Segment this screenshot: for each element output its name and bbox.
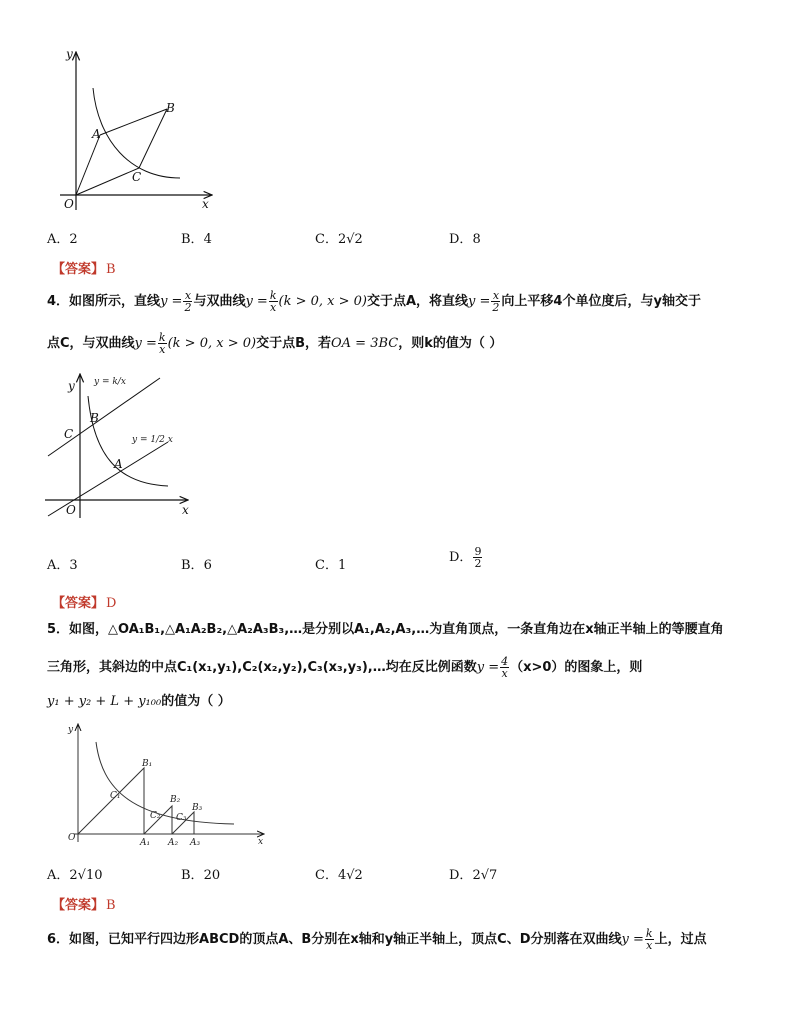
q3-figure: [40, 40, 240, 220]
hyperbola-curve: [96, 742, 234, 824]
point-A-label: A: [92, 127, 101, 141]
label-A3: A₃: [190, 838, 201, 848]
q3-choice-a[interactable]: A．2: [47, 232, 78, 247]
label-B3: B₃: [192, 803, 203, 813]
q3-choice-d[interactable]: D．8: [449, 232, 481, 247]
point-B-label: B: [166, 101, 175, 115]
q4-stem-line2: 点C，与双曲线y = $\frac{k}{x}$ (k > 0, x > 0)交于点B，若OA = 3BC，则k的值为（ ）: [47, 331, 503, 356]
q4-choices: [47, 545, 747, 574]
label-C2: C₂: [150, 811, 161, 821]
q5-choice-d[interactable]: D．2√7: [449, 868, 498, 883]
q3-answer: 【答案】 B: [52, 262, 116, 277]
q5-choices: [47, 864, 747, 884]
q4-choice-c[interactable]: C．1: [315, 558, 347, 573]
label-C1: C₁: [110, 791, 121, 801]
q4-figure: [40, 368, 200, 518]
line-label: y = 1/2 x: [132, 435, 173, 445]
label-C3: C₃: [176, 813, 187, 823]
y-axis-label: y: [68, 379, 75, 393]
q5-choice-b[interactable]: B．20: [181, 868, 221, 883]
q5-figure-svg: [60, 718, 280, 850]
q4-stem-line1: 4．如图所示，直线y = $\frac{x}{2}$ 与双曲线y = $\frac{k}{x}$ (k > 0, x > 0)交于点A，将直线y = $\frac{x}{2}$ 向上平移4个单位度后，与y轴交于: [47, 289, 701, 314]
x-axis-label: x: [202, 197, 209, 211]
q3-choice-c[interactable]: C．2√2: [315, 232, 363, 247]
q5-choice-c[interactable]: C．4√2: [315, 868, 363, 883]
q4-figure-svg: [40, 368, 200, 518]
point-B-label: B: [90, 411, 99, 425]
triangle-1: [78, 768, 144, 834]
y-axis-label: y: [66, 47, 73, 61]
q5-figure: [60, 718, 280, 850]
point-C-label: C: [132, 170, 142, 184]
q5-stem-line1: 5．如图，△OA₁B₁,△A₁A₂B₂,△A₂A₃B₃,…是分别以A₁,A₂,A₃,…为直角顶点，一条直角边在x轴正半轴上的等腰直角: [47, 622, 724, 637]
q4-choice-a[interactable]: A．3: [47, 558, 78, 573]
curve-label: y = k/x: [94, 377, 126, 387]
point-A-label: A: [114, 457, 123, 471]
q5-choice-a[interactable]: A．2√10: [47, 868, 103, 883]
label-A2: A₂: [168, 838, 179, 848]
q3-figure-svg: [40, 40, 240, 220]
q5-stem-line2: 三角形，其斜边的中点C₁(x₁,y₁),C₂(x₂,y₂),C₃(x₃,y₃),…均在反比例函数y = $\frac{4}{x}$ （x>0）的图象上，则: [47, 655, 643, 680]
y-axis-label: y: [68, 725, 74, 735]
q3-choices: [47, 228, 747, 248]
origin-label: O: [68, 833, 76, 843]
origin-label: O: [66, 503, 76, 517]
label-B2: B₂: [170, 795, 181, 805]
q4-choice-d[interactable]: D． $\frac{9}{2}$: [449, 545, 482, 570]
q4-answer: 【答案】 D: [52, 596, 117, 611]
q3-choice-b[interactable]: B．4: [181, 232, 212, 247]
q4-choice-b[interactable]: B．6: [181, 558, 212, 573]
q5-answer: 【答案】 B: [52, 898, 116, 913]
point-C-label: C: [64, 427, 74, 441]
x-axis-label: x: [258, 837, 264, 847]
label-B1: B₁: [142, 759, 153, 769]
q6-stem-line1: 6．如图，已知平行四边形ABCD的顶点A、B分别在x轴和y轴正半轴上，顶点C、D分别落在双曲线y = $\frac{k}{x}$ 上，过点: [47, 927, 707, 952]
x-axis-label: x: [182, 503, 189, 517]
origin-label: O: [64, 197, 74, 211]
label-A1: A₁: [140, 838, 151, 848]
q5-stem-line3: y₁ + y₂ + L + y₁₀₀的值为（ ）: [47, 694, 231, 709]
